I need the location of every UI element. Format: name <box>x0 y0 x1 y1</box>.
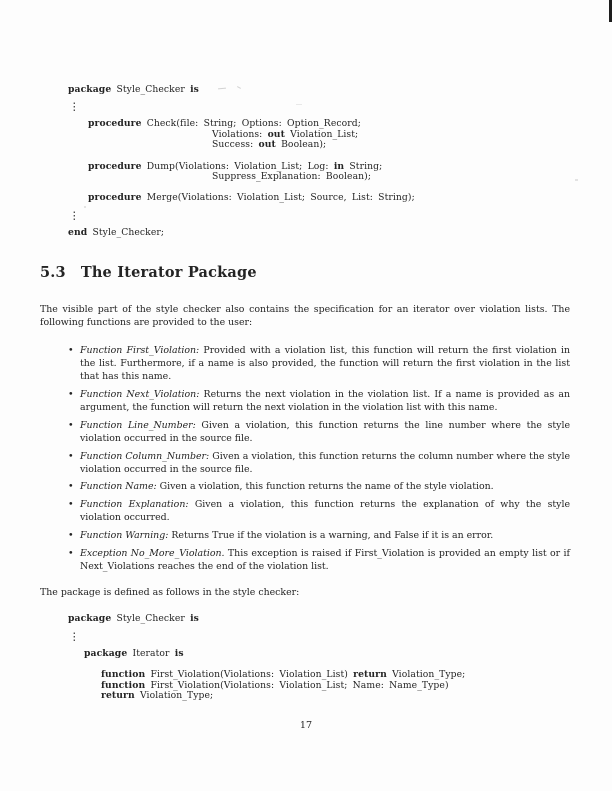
item-lead-label: Function Name: <box>80 481 157 493</box>
item-lead-label: Function Warning: <box>80 530 169 542</box>
scan-smudge <box>84 206 86 208</box>
function-description-item: • Function Explanation: Given a violation, this function returns the explanation of why the style violation occurred. <box>80 498 570 524</box>
code-line: ⋮ <box>69 101 80 114</box>
code-line: end Style_Checker; <box>68 226 165 238</box>
item-lead-label: Exception No_More_Violation. <box>80 547 225 559</box>
page-number: 17 <box>299 720 313 731</box>
code-line: Success: out Boolean); <box>212 139 327 151</box>
scan-smudge <box>575 179 578 181</box>
code-line: procedure Merge(Violations: Violation_List; Source, List: String); <box>88 192 415 204</box>
code-line: Violations: out Violation_List; <box>212 128 359 140</box>
code-line: return Violation_Type; <box>101 690 214 702</box>
function-description-item: • Function Line_Number: Given a violation, this function returns the line number where the style violation occurred in the source file. <box>80 419 570 445</box>
code-line: ⋮ <box>69 630 80 643</box>
function-description-item: • Exception No_More_Violation. This exception is raised if First_Violation is provided an empty list or if Next_Violations reaches the end of the violation list. <box>80 547 570 573</box>
item-lead-label: Function Line_Number: <box>80 419 196 431</box>
closing-paragraph: The package is defined as follows in the style checker: <box>40 587 300 599</box>
code-line: function First_Violation(Violations: Violation_List; Name: Name_Type) <box>101 679 449 691</box>
section-title: The Iterator Package <box>80 264 257 282</box>
scan-smudge <box>296 104 302 105</box>
item-lead-label: Function Explanation: <box>80 499 189 511</box>
code-line: procedure Dump(Violations: Violation_List; Log: in String; <box>88 160 383 172</box>
code-line: package Style_Checker is <box>68 613 199 625</box>
code-block-iterator-spec <box>68 614 570 701</box>
iterator-function-list <box>40 344 570 574</box>
intro-paragraph: The visible part of the style checker also contains the specification for an iterator over violation lists. The following functions are provided to the user: <box>40 304 570 329</box>
function-description-item: • Function Next_Violation: Returns the next violation in the violation list. If a name is provided as an argument, the function will return the next violation in the violation list with this name. <box>80 388 570 414</box>
code-line: package Style_Checker is <box>68 84 199 95</box>
function-description-item: • Function Warning: Returns True if the violation is a warning, and False if it is an error. <box>80 529 570 542</box>
code-line: ⋮ <box>69 209 80 222</box>
code-block-style-checker-spec <box>68 85 570 238</box>
item-lead-label: Function First_Violation: <box>80 344 200 356</box>
item-lead-label: Function Column_Number: <box>80 450 210 462</box>
function-description-item: • Function Name: Given a violation, this function returns the name of the style violation. <box>80 480 570 493</box>
code-line: package Iterator is <box>84 647 184 659</box>
function-description-item: • Function First_Violation: Provided with a violation list, this function will return the first violation in the list. Furthermore, if a name is also provided, the function will return the first violation in the list that has this name. <box>80 344 570 384</box>
section-heading <box>40 264 570 282</box>
function-description-item: • Function Column_Number: Given a violation, this function returns the column number where the style violation occurred in the source file. <box>80 450 570 476</box>
item-lead-label: Function Next_Violation: <box>80 388 200 400</box>
code-line: Suppress_Explanation: Boolean); <box>212 171 372 183</box>
section-number: 5.3 <box>40 264 66 282</box>
code-line: procedure Check(file: String; Options: Option_Record; <box>88 118 361 130</box>
code-line: function First_Violation(Violations: Violation_List) return Violation_Type; <box>101 669 466 681</box>
